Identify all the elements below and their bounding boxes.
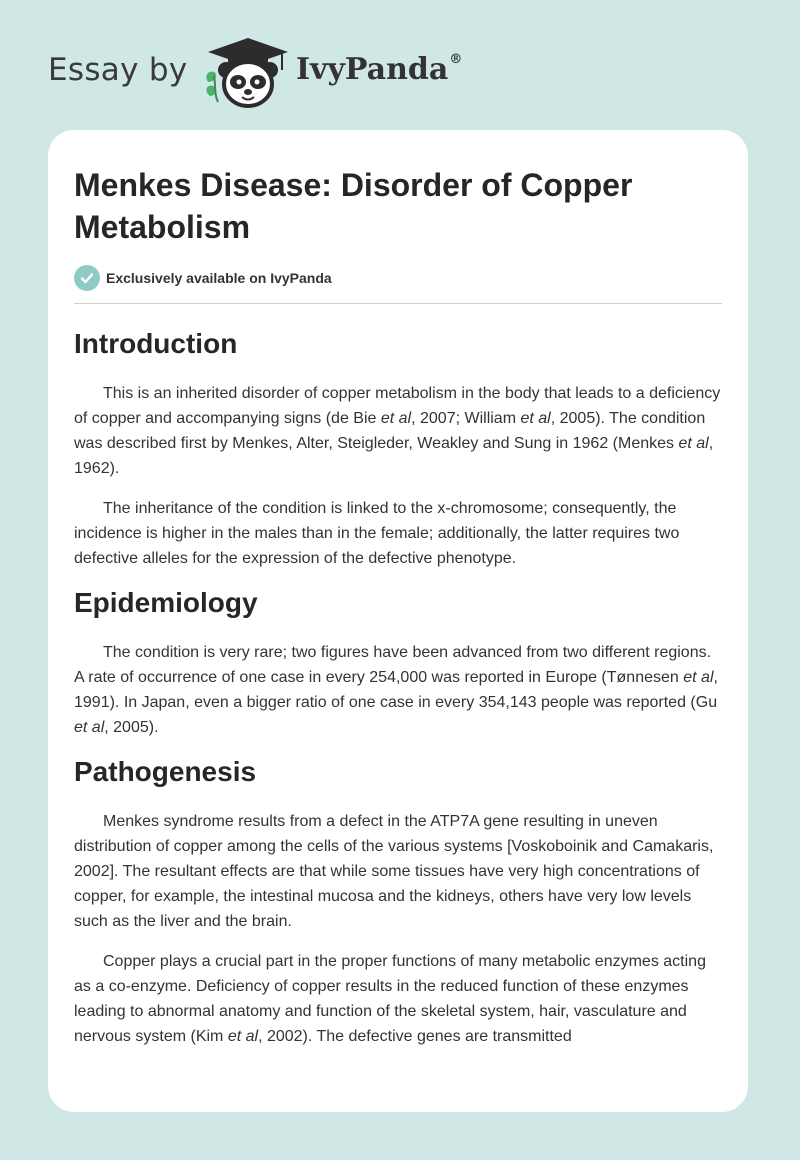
pathogenesis-paragraph-2: Copper plays a crucial part in the proper functions of many metabolic enzymes acting as a co-enzyme. Deficiency of copper results in the reduced function of these enzymes leading to abnormal anatomy and function of the skeletal system, hair, vasculature and nervous system (Kim et al, 2002). The defective genes are transmitted xyxy=(74,953,706,1045)
citation-et-al: et al xyxy=(678,435,709,452)
citation-et-al: et al xyxy=(227,1028,259,1045)
site-header xyxy=(48,34,488,110)
article-title: Menkes Disease: Disorder of Copper Metabolism xyxy=(74,167,633,245)
intro-paragraph-2: The inheritance of the condition is linked to the x-chromosome; consequently, the incidence is higher in the males than in the female; additionally, the latter requires two defective alleles for the expression of the defective phenotype. xyxy=(74,500,680,567)
section-heading-introduction: Introduction xyxy=(74,328,238,359)
epidemiology-paragraph-1: The condition is very rare; two figures have been advanced from two different regions. A rate of occurrence of one case in every 254,000 was reported in Europe (Tønnesen et al, 1991). In Japan, even a bigger ratio of one case in every 354,143 people was reported (Gu et al, 2005). xyxy=(74,644,718,736)
panda-graduate-icon xyxy=(202,36,294,110)
citation-et-al: et al xyxy=(380,410,412,427)
citation-et-al: et al xyxy=(520,410,551,427)
badge-text: Exclusively available on IvyPanda xyxy=(106,270,332,286)
section-heading-pathogenesis: Pathogenesis xyxy=(74,756,257,787)
article-card xyxy=(48,130,748,1112)
citation-et-al: et al xyxy=(683,669,714,686)
title-divider xyxy=(74,303,722,304)
brand-name: IvyPanda® xyxy=(296,52,463,87)
essay-by-label: Essay by xyxy=(48,52,188,88)
citation-et-al: et al xyxy=(74,719,105,736)
intro-paragraph-1: This is an inherited disorder of copper metabolism in the body that leads to a deficiency of copper and accompanying signs (de Bie et al, 2007; William et al, 2005). The condition was described first by Menkes, Alter, Steigleder, Weakley and Sung in 1962 (Menkes et al, 1962). xyxy=(74,385,721,477)
exclusive-badge xyxy=(74,264,724,292)
section-heading-epidemiology: Epidemiology xyxy=(74,587,258,618)
pathogenesis-paragraph-1: Menkes syndrome results from a defect in the ATP7A gene resulting in uneven distribution of copper among the cells of the various systems [Voskoboinik and Camakaris, 2002]. The resultant effects are that while some tissues have very high concentrations of copper, for example, the intestinal mucosa and the kidneys, others have very low levels such as the liver and the brain. xyxy=(74,813,714,930)
check-circle-icon xyxy=(74,265,100,291)
